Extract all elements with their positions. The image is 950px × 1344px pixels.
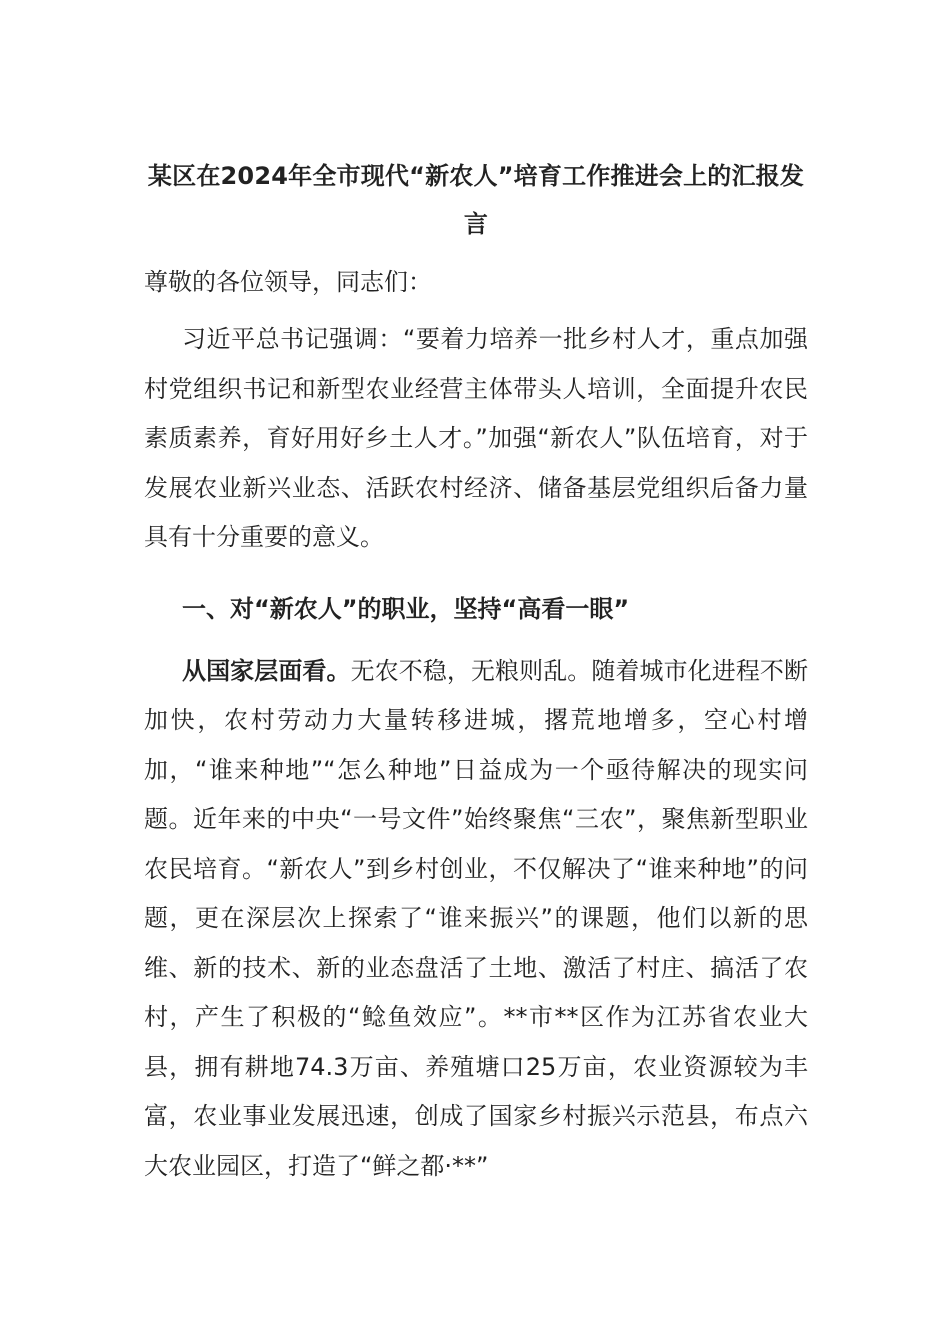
salutation: 尊敬的各位领导，同志们： xyxy=(144,268,432,296)
document-title: 某区在2024年全市现代“新农人”培育工作推进会上的汇报发言 xyxy=(147,162,805,238)
section-paragraph xyxy=(144,647,808,1192)
section-paragraph-body: 无农不稳，无粮则乱。随着城市化进程不断加快，农村劳动力大量转移进城，撂荒地增多，空心村增加，“谁来种地”“怎么种地”日益成为一个亟待解决的现实问题。近年来的中央“一号文件”始终聚焦“三农”，聚焦新型职业农民培育。“新农人”到乡村创业，不仅解决了“谁来种地”的问题，更在深层次上探索了“谁来振兴”的课题，他们以新的思维、新的技术、新的业态盘活了土地、激活了村庄、搞活了农村，产生了积极的“鲶鱼效应”。**市**区作为江苏省农业大县，拥有耕地74.3万亩、养殖塘口25万亩，农业资源较为丰富，农业事业发展迅速，创成了国家乡村振兴示范县，布点六大农业园区，打造了“鲜之都·**” xyxy=(144,656,809,1180)
paragraph-spacer xyxy=(144,563,808,575)
section-heading: 一、对“新农人”的职业，坚持“高看一眼” xyxy=(182,594,630,623)
document-body xyxy=(144,152,808,1191)
intro-paragraph: 习近平总书记强调：“要着力培养一批乡村人才，重点加强村党组织书记和新型农业经营主体带头人培训，全面提升农民素质素养，育好用好乡土人才。”加强“新农人”队伍培育，对于发展农业新兴业态、活跃农村经济、储备基层党组织后备力量具有十分重要的意义。 xyxy=(144,325,808,551)
section-paragraph-lead: 从国家层面看。 xyxy=(182,656,351,685)
